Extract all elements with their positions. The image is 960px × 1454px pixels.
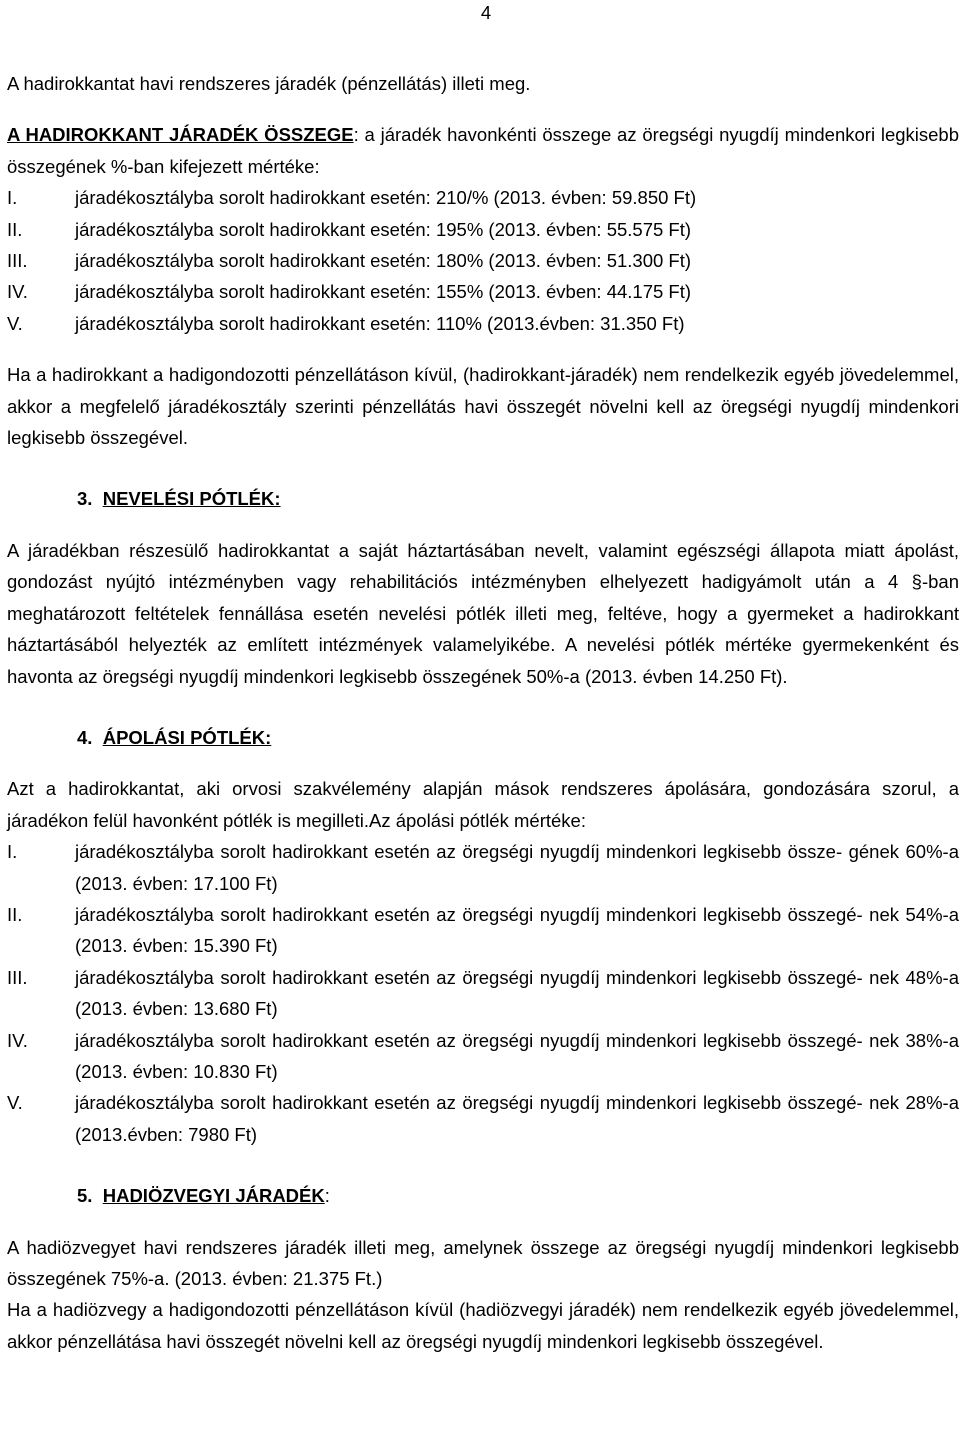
list-item-number: II. <box>7 218 23 240</box>
intro-paragraph: A hadirokkantat havi rendszeres járadék (pénzellátás) illeti meg. <box>7 73 531 94</box>
list-item-text: járadékosztályba sorolt hadirokkant esetén: 110% (2013.évben: 31.350 Ft) <box>75 312 685 334</box>
jaradek-paragraph <box>7 119 959 182</box>
list-item-text: járadékosztályba sorolt hadirokkant esetén: 155% (2013. évben: 44.175 Ft) <box>75 281 692 303</box>
list-item <box>7 308 959 339</box>
list-item-text: járadékosztályba sorolt hadirokkant esetén az öregségi nyugdíj mindenkori legkisebb összegé- nek 54%-a (2013. évben: 15.390 Ft) <box>75 903 959 957</box>
list-item <box>7 214 959 245</box>
apolasi-list <box>7 836 959 1150</box>
section-5-suffix: : <box>324 1185 330 1207</box>
section-4-number: 4. <box>77 726 93 748</box>
section-3-number: 3. <box>77 488 93 510</box>
list-item <box>7 1025 959 1088</box>
list-item <box>7 1087 959 1150</box>
list-item <box>7 276 959 307</box>
section-5-number: 5. <box>77 1185 93 1207</box>
document-body <box>7 68 959 1357</box>
list-item-text: járadékosztályba sorolt hadirokkant esetén: 210/% (2013. évben: 59.850 Ft) <box>75 187 697 209</box>
section-3-title: NEVELÉSI PÓTLÉK: <box>102 488 281 510</box>
list-item-number: I. <box>7 841 18 863</box>
list-item-text: járadékosztályba sorolt hadirokkant esetén az öregségi nyugdíj mindenkori legkisebb összegé- nek 38%-a (2013. évben: 10.830 Ft) <box>75 1029 959 1082</box>
list-item <box>7 245 959 276</box>
list-item-text: járadékosztályba sorolt hadirokkant esetén az öregségi nyugdíj mindenkori legkisebb összegé- nek 48%-a (2013. évben: 13.680 Ft) <box>75 966 959 1020</box>
section-4-title: ÁPOLÁSI PÓTLÉK: <box>102 726 272 748</box>
section-5-text-2: Ha a hadiözvegy a hadigondozotti pénzellátáson kívül (hadiözvegyi járadék) nem rendelkezik egyéb jövedelemmel, akkor pénzellátása havi összegét növelni kell az öregségi nyugdíj mindenkori legkisebb összegével. <box>7 1299 959 1352</box>
jaradek-intro-text: : a járadék havonkénti összege az öregségi nyugdíj mindenkori legkisebb összegének %-ban kifejezett mértéke: <box>7 124 960 177</box>
list-item-number: V. <box>7 312 23 334</box>
section-5-title: HADIÖZVEGYI JÁRADÉK <box>102 1185 325 1207</box>
list-item-text: járadékosztályba sorolt hadirokkant esetén az öregségi nyugdíj mindenkori legkisebb össze- gének 60%-a (2013. évben: 17.100 Ft) <box>75 841 959 894</box>
section-jaradek <box>7 119 959 453</box>
jaradek-heading: A HADIROKKANT JÁRADÉK ÖSSZEGE <box>7 124 354 146</box>
list-item-number: III. <box>7 250 28 272</box>
jaradek-list <box>7 182 959 339</box>
page-number: 4 <box>480 2 492 23</box>
section-4-heading <box>7 722 959 753</box>
list-item-number: I. <box>7 187 18 209</box>
section-3-text: A járadékban részesülő hadirokkantat a saját háztartásában nevelt, valamint egészségi állapota miatt ápolást, gondozást nyújtó intézményben vagy rehabilitációs intézményben elhelyezett hadigyámolt után a 4 §-ban meghatározott feltételek fennállása esetén nevelési pótlék illeti meg, feltéve, hogy a gyermeket a hadirokkant háztartásából helyezték az említett intézmények valamelyikébe. A nevelési pótlék mértéke gyermekenként és havonta az öregségi nyugdíj mindenkori legkisebb összegének 50%-a (2013. évben 14.250 Ft). <box>7 539 959 687</box>
list-item <box>7 182 959 213</box>
list-item-number: IV. <box>7 281 28 303</box>
list-item-number: V. <box>7 1092 23 1114</box>
list-item-text: járadékosztályba sorolt hadirokkant esetén: 180% (2013. évben: 51.300 Ft) <box>75 250 692 272</box>
section-5-text-1: A hadiözvegyet havi rendszeres járadék illeti meg, amelynek összege az öregségi nyugdíj mindenkori legkisebb összegének 75%-a. (2013. évben: 21.375 Ft.) <box>7 1236 959 1289</box>
section-3-heading <box>7 483 959 514</box>
jaradek-note: Ha a hadirokkant a hadigondozotti pénzellátáson kívül, (hadirokkant-járadék) nem rendelkezik egyéb jövedelemmel, akkor a megfelelő járadékosztály szerinti pénzellátás havi összegét növelni kell az öregségi nyugdíj mindenkori legkisebb összegével. <box>7 364 959 449</box>
list-item-text: járadékosztályba sorolt hadirokkant esetén az öregségi nyugdíj mindenkori legkisebb összegé- nek 28%-a (2013.évben: 7980 Ft) <box>75 1092 959 1145</box>
list-item <box>7 962 959 1025</box>
list-item-number: II. <box>7 903 23 925</box>
list-item-number: IV. <box>7 1029 28 1051</box>
list-item <box>7 899 959 962</box>
list-item-text: járadékosztályba sorolt hadirokkant esetén: 195% (2013. évben: 55.575 Ft) <box>75 218 692 240</box>
list-item-number: III. <box>7 966 28 988</box>
section-4-text: Azt a hadirokkantat, aki orvosi szakvélemény alapján mások rendszeres ápolására, gondozására szorul, a járadékon felül havonként pótlék is megilleti.Az ápolási pótlék mértéke: <box>7 778 959 831</box>
section-5-heading <box>7 1180 959 1211</box>
list-item <box>7 836 959 899</box>
